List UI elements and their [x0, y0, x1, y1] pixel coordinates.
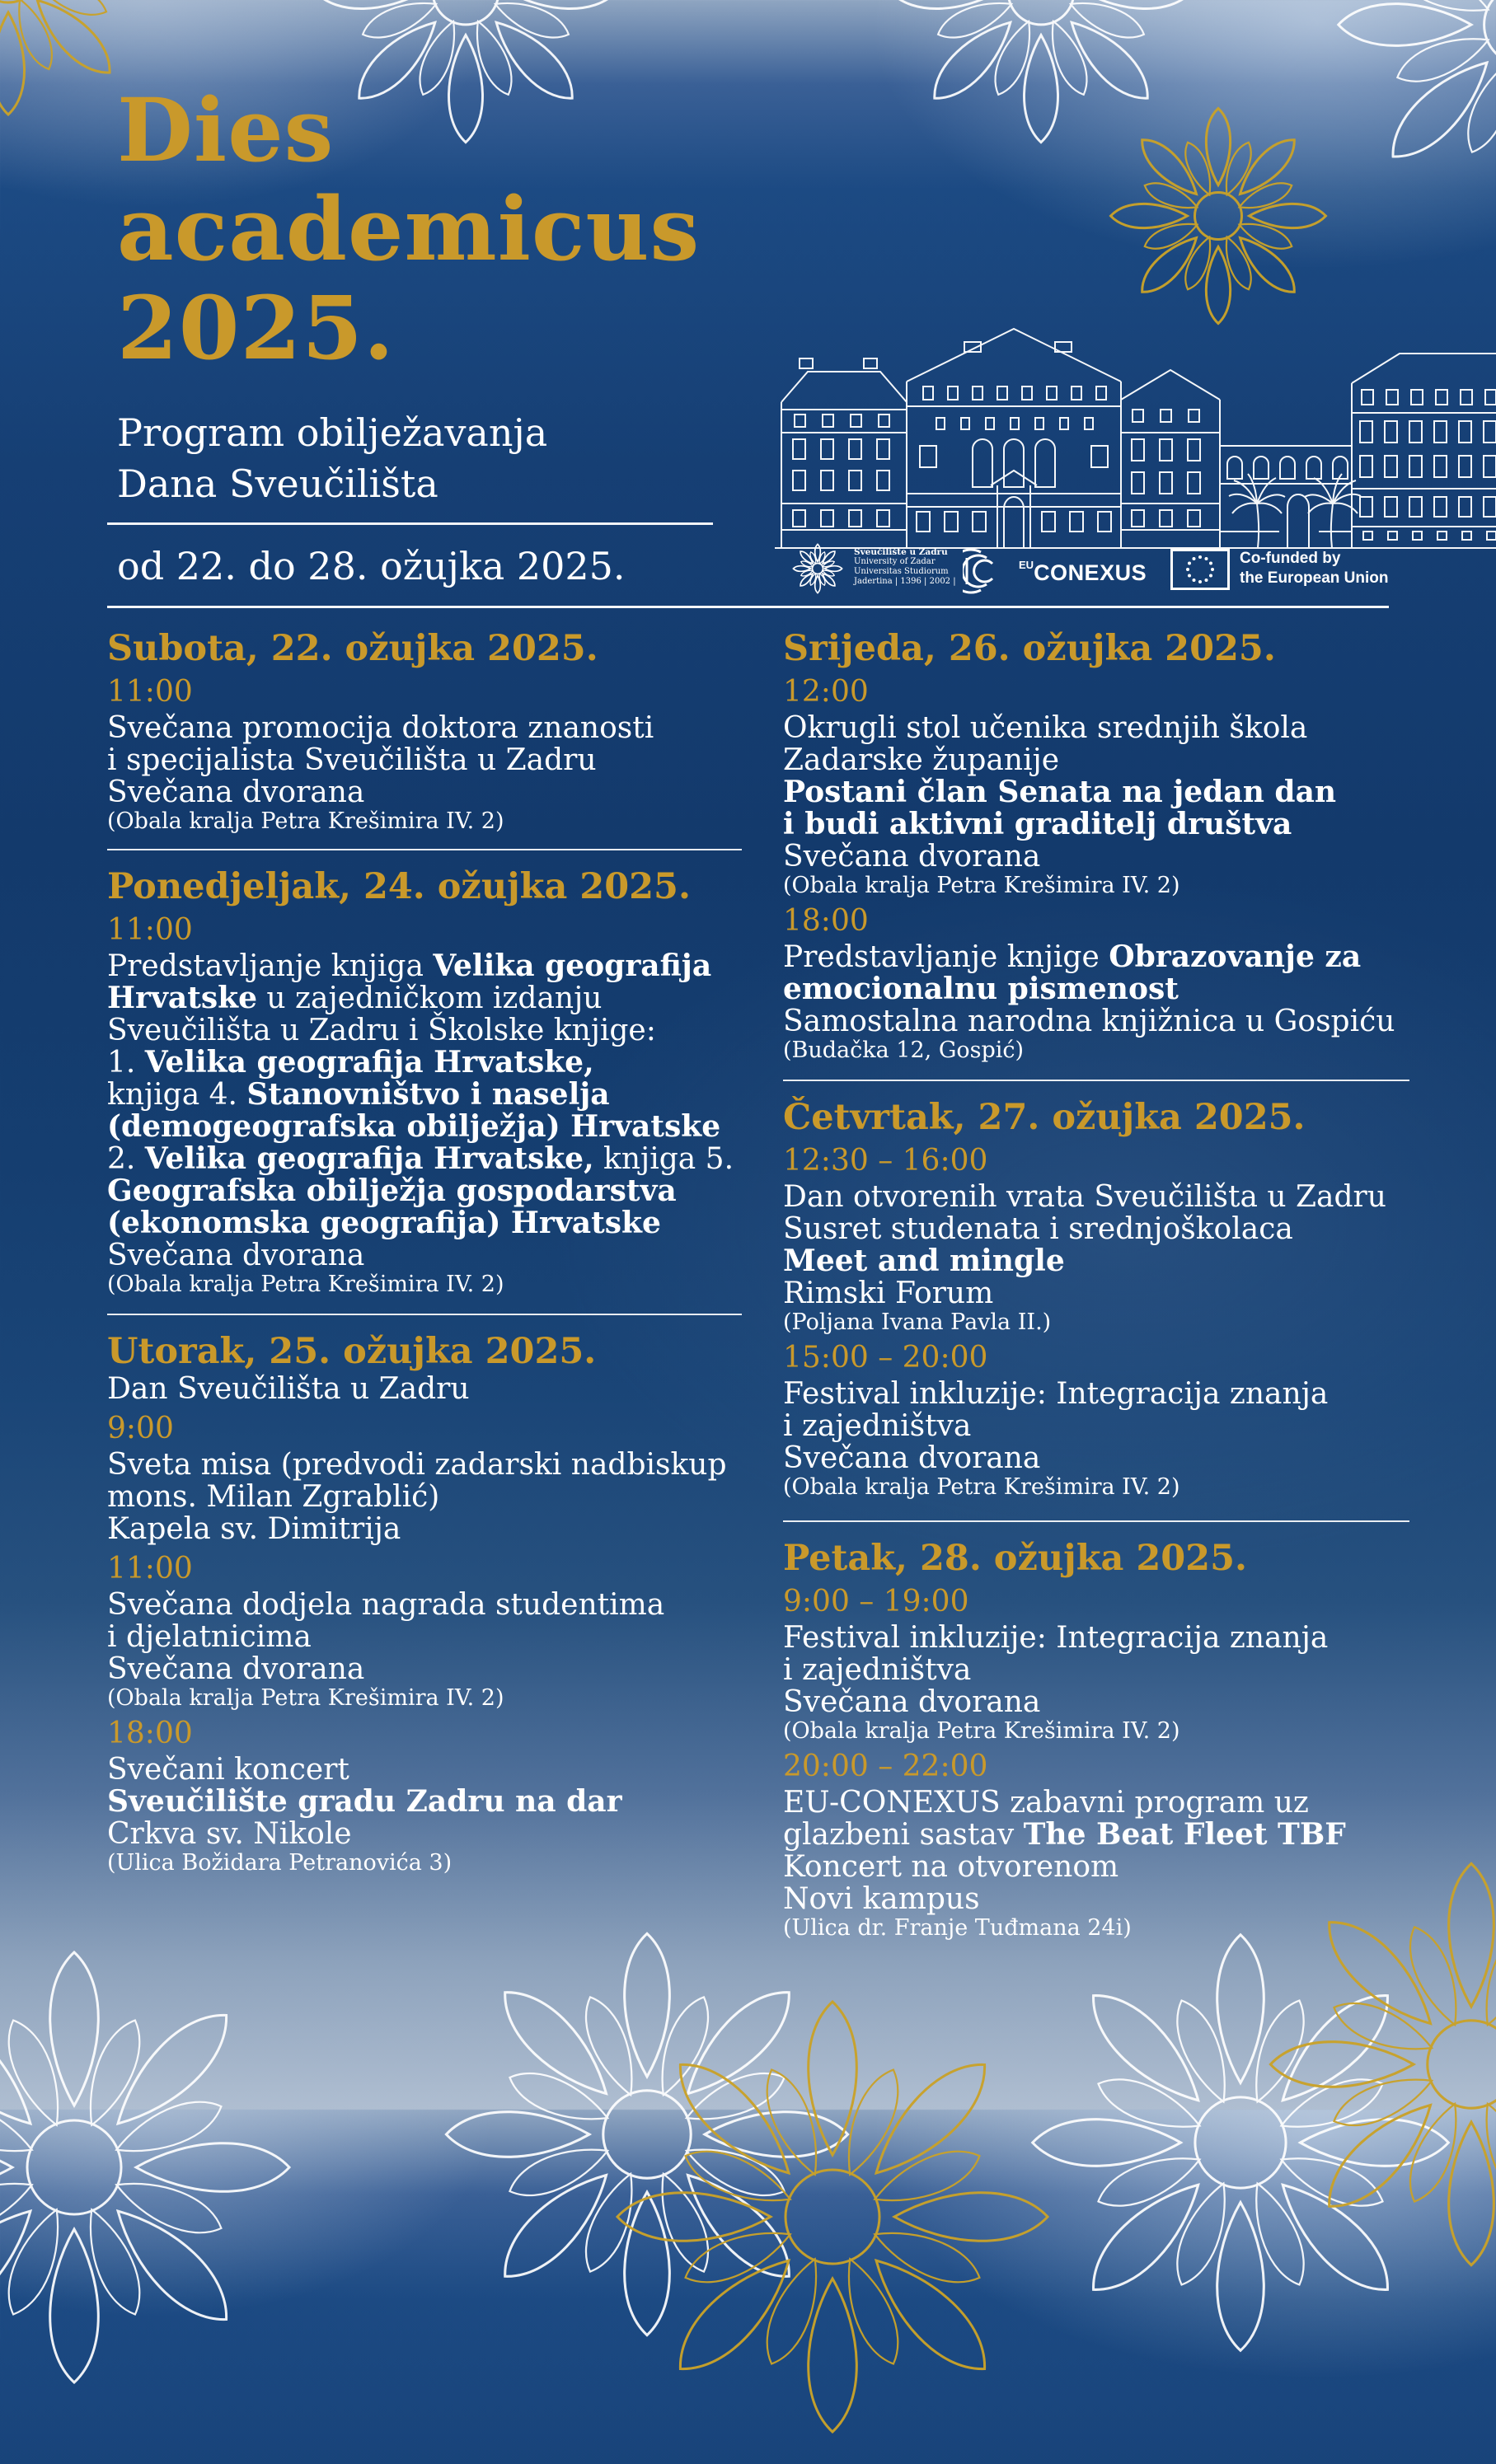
- event-line: [107, 1111, 758, 1143]
- event-title-emphasis: Velika geografija: [433, 949, 712, 983]
- event-line: [783, 1819, 1434, 1851]
- eu-cofunded-text: [1240, 549, 1389, 588]
- event-title-emphasis: Hrvatske: [107, 981, 257, 1015]
- event-text: 1.: [107, 1046, 145, 1080]
- event-line: [783, 1005, 1434, 1038]
- schedule-section-friday: [783, 1539, 1434, 1940]
- event-venue-address: (Ulica Božidara Petranovića 3): [107, 1850, 453, 1876]
- eu-conexus-prefix: EU: [1019, 559, 1034, 571]
- day-intro: Dan Sveučilišta u Zadru: [107, 1372, 470, 1406]
- day-heading: Subota, 22. ožujka 2025.: [107, 628, 598, 669]
- university-name-en: University of Zadar: [854, 557, 936, 566]
- event-line: [783, 1213, 1434, 1245]
- event-text: mons. Milan Zgrablić): [107, 1480, 440, 1514]
- section-divider: [783, 1080, 1409, 1081]
- event-time: 20:00 – 22:00: [783, 1750, 988, 1783]
- event-time: 18:00: [783, 904, 869, 938]
- event-line: [107, 1481, 758, 1513]
- university-of-zadar-logo-icon: [790, 541, 846, 597]
- event-line: [107, 950, 758, 982]
- event-line: [783, 841, 1434, 873]
- event-line: [107, 1754, 758, 1786]
- event-line: [783, 1181, 1434, 1213]
- event-text: Svečani koncert: [107, 1753, 349, 1787]
- event-title-emphasis: Obrazovanje za: [1109, 939, 1362, 974]
- eu-cofunded-line: the European Union: [1240, 569, 1389, 587]
- event-text: Svečana dodjela nagrada studentima: [107, 1588, 665, 1622]
- event-line: [783, 712, 1434, 744]
- event-text: knjiga 4.: [107, 1078, 247, 1112]
- schedule-section-wednesday: [783, 629, 1434, 1062]
- event-title-emphasis: Postani član Senata na jedan dan: [783, 775, 1337, 809]
- event-text: Crkva sv. Nikole: [107, 1817, 352, 1851]
- event-line: [783, 1410, 1434, 1442]
- day-heading: Srijeda, 26. ožujka 2025.: [783, 628, 1276, 669]
- university-name-latin: Universitas Studiorum: [854, 567, 949, 576]
- event-line: [783, 776, 1434, 808]
- schedule-section-thursday: [783, 1098, 1434, 1499]
- event-title-emphasis: The Beat Fleet TBF: [1023, 1817, 1346, 1852]
- event-line: [107, 1786, 758, 1818]
- event-venue-address: (Budačka 12, Gospić): [783, 1038, 1025, 1063]
- event-line: [783, 1442, 1434, 1474]
- event-venue-address: (Poljana Ivana Pavla II.): [783, 1309, 1052, 1335]
- event-text: Sveučilišta u Zadru i Školske knjige:: [107, 1014, 656, 1047]
- event-text: Svečana dvorana: [107, 775, 365, 809]
- event-title-emphasis: Stanovništvo i naselja: [246, 1077, 610, 1112]
- day-heading: Ponedjeljak, 24. ožujka 2025.: [107, 866, 691, 907]
- event-line: [107, 1589, 758, 1621]
- event-line: [107, 1175, 758, 1207]
- event-time: 11:00: [107, 913, 193, 947]
- schedule-section-saturday: [107, 629, 758, 833]
- poster-title-line: Dies: [117, 78, 335, 181]
- event-time: 9:00: [107, 1412, 174, 1445]
- event-text: Zadarske županije: [783, 743, 1060, 777]
- event-title-emphasis: Velika geografija Hrvatske,: [144, 1045, 594, 1080]
- event-text: knjiga 5.: [593, 1142, 734, 1176]
- poster-subtitle-line: Program obilježavanja: [117, 410, 548, 455]
- event-text: Svečana dvorana: [107, 1239, 365, 1272]
- event-title-emphasis: (demogeografska obilježja) Hrvatske: [107, 1109, 721, 1144]
- poster-date-range: od 22. do 28. ožujka 2025.: [117, 544, 626, 588]
- day-heading: Petak, 28. ožujka 2025.: [783, 1538, 1247, 1579]
- rosette-ornament-icon: [1311, 0, 1496, 239]
- poster-title: [117, 78, 701, 379]
- event-text: Predstavljanje knjige: [783, 940, 1109, 974]
- event-text: Rimski Forum: [783, 1277, 994, 1310]
- event-text: glazbeni sastav: [783, 1818, 1024, 1852]
- event-text: EU-CONEXUS zabavni program uz: [783, 1786, 1309, 1820]
- event-line: [783, 1654, 1434, 1686]
- event-line: [783, 744, 1434, 776]
- event-venue-address: (Obala kralja Petra Krešimira IV. 2): [107, 1685, 504, 1711]
- event-line: [107, 1014, 758, 1047]
- rosette-ornament-icon: [0, 1920, 321, 2415]
- event-text: Svečana dvorana: [783, 1685, 1041, 1719]
- event-line: [783, 808, 1434, 841]
- event-text: Dan otvorenih vrata Sveučilišta u Zadru: [783, 1180, 1386, 1214]
- poster-subtitle: [117, 407, 547, 509]
- event-line: [107, 712, 758, 744]
- event-line: [783, 1686, 1434, 1718]
- event-line: [107, 776, 758, 808]
- event-text: Novi kampus: [783, 1882, 980, 1916]
- event-time: 15:00 – 20:00: [783, 1341, 988, 1375]
- event-line: [107, 1818, 758, 1850]
- day-heading: Utorak, 25. ožujka 2025.: [107, 1331, 597, 1372]
- event-text: 2.: [107, 1142, 145, 1176]
- event-venue-address: (Ulica dr. Franje Tuđmana 24i): [783, 1915, 1132, 1941]
- event-line: [107, 1653, 758, 1685]
- event-venue-address: (Obala kralja Petra Krešimira IV. 2): [107, 808, 504, 834]
- event-title-emphasis: Geografska obilježja gospodarstva: [107, 1173, 677, 1208]
- event-venue-address: (Obala kralja Petra Krešimira IV. 2): [107, 1272, 504, 1297]
- event-text: Svečana dvorana: [107, 1652, 365, 1686]
- event-text: Koncert na otvorenom: [783, 1850, 1119, 1884]
- event-line: [107, 982, 758, 1014]
- event-line: [107, 1239, 758, 1272]
- event-text: Okrugli stol učenika srednjih škola: [783, 711, 1308, 745]
- rosette-ornament-icon: [1095, 92, 1342, 340]
- event-line: [783, 1245, 1434, 1277]
- event-text: i specijalista Sveučilišta u Zadru: [107, 743, 597, 777]
- event-text: Festival inkluzije: Integracija znanja: [783, 1621, 1329, 1655]
- event-line: [783, 973, 1434, 1005]
- section-divider: [107, 1314, 742, 1315]
- event-line: [783, 1622, 1434, 1654]
- section-divider: [783, 1520, 1409, 1522]
- university-logo-text: [854, 547, 956, 587]
- university-building-illustration: [775, 324, 1496, 555]
- event-line: [783, 1378, 1434, 1410]
- event-text: Svečana dvorana: [783, 840, 1041, 874]
- event-text: i djelatnicima: [107, 1620, 312, 1654]
- event-title-emphasis: i budi aktivni graditelj društva: [783, 807, 1292, 841]
- event-text: i zajedništva: [783, 1653, 972, 1687]
- event-title-emphasis: Meet and mingle: [783, 1244, 1065, 1278]
- event-title-emphasis: (ekonomska geografija) Hrvatske: [107, 1206, 661, 1240]
- eu-conexus-logo-icon: [963, 547, 1014, 595]
- event-text: Svečana dvorana: [783, 1441, 1041, 1475]
- event-venue-address: (Obala kralja Petra Krešimira IV. 2): [783, 1718, 1180, 1744]
- event-text: Samostalna narodna knjižnica u Gospiću: [783, 1005, 1395, 1038]
- section-divider: [107, 849, 742, 850]
- schedule-section-tuesday: [107, 1332, 758, 1875]
- event-title-emphasis: Sveučilište gradu Zadru na dar: [107, 1784, 622, 1819]
- eu-cofunded-line: Co-funded by: [1240, 550, 1341, 567]
- poster-title-line: academicus: [117, 177, 701, 280]
- event-title-emphasis: Velika geografija Hrvatske,: [144, 1141, 594, 1176]
- header-divider: [107, 606, 1389, 608]
- event-time: 11:00: [107, 675, 193, 709]
- eu-flag-icon: [1170, 549, 1230, 590]
- event-text: Susret studenata i srednjoškolaca: [783, 1212, 1293, 1246]
- event-time: 11:00: [107, 1552, 193, 1586]
- event-time: 12:00: [783, 675, 869, 709]
- event-title-emphasis: emocionalnu pismenost: [783, 972, 1179, 1006]
- schedule-section-monday: [107, 867, 758, 1296]
- event-text: u zajedničkom izdanju: [256, 981, 603, 1015]
- event-line: [107, 1143, 758, 1175]
- event-text: Kapela sv. Dimitrija: [107, 1512, 401, 1546]
- event-time: 12:30 – 16:00: [783, 1144, 988, 1178]
- event-line: [107, 1079, 758, 1111]
- university-name: Sveučilište u Zadru: [854, 547, 948, 557]
- event-text: Svečana promocija doktora znanosti: [107, 711, 654, 745]
- event-text: Sveta misa (predvodi zadarski nadbiskup: [107, 1448, 727, 1482]
- subtitle-divider: [107, 522, 713, 525]
- event-line: [107, 1621, 758, 1653]
- university-founding-years: Jadertina | 1396 | 2002 |: [854, 577, 956, 586]
- event-time: 18:00: [107, 1717, 193, 1750]
- event-line: [107, 1207, 758, 1239]
- eu-conexus-name: CONEXUS: [1034, 560, 1147, 585]
- event-line: [107, 744, 758, 776]
- event-line: [783, 941, 1434, 973]
- event-venue-address: (Obala kralja Petra Krešimira IV. 2): [783, 1474, 1180, 1500]
- day-heading: Četvrtak, 27. ožujka 2025.: [783, 1097, 1306, 1138]
- event-time: 9:00 – 19:00: [783, 1585, 969, 1618]
- eu-conexus-logo-text: [1019, 559, 1147, 586]
- event-line: [783, 1277, 1434, 1309]
- event-text: Festival inkluzije: Integracija znanja: [783, 1377, 1329, 1411]
- event-line: [107, 1047, 758, 1079]
- poster-title-line: 2025.: [117, 276, 395, 379]
- event-venue-address: (Obala kralja Petra Krešimira IV. 2): [783, 873, 1180, 898]
- event-line: [107, 1449, 758, 1481]
- event-text: Predstavljanje knjiga: [107, 949, 434, 983]
- event-line: [783, 1851, 1434, 1883]
- event-line: [783, 1883, 1434, 1915]
- event-line: [783, 1787, 1434, 1819]
- event-text: i zajedništva: [783, 1409, 972, 1443]
- event-line: [107, 1513, 758, 1545]
- poster-subtitle-line: Dana Sveučilišta: [117, 461, 438, 506]
